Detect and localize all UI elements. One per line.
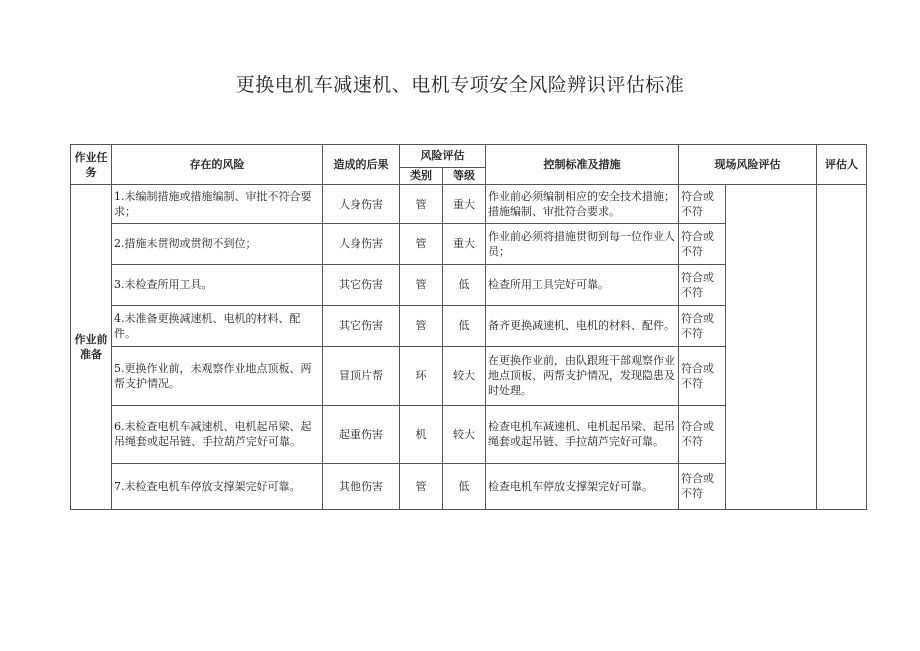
blank-cell: [726, 347, 817, 406]
eval-cell: 符合或不符: [679, 347, 726, 406]
level-cell: 低: [443, 264, 486, 305]
risk-cell: 4.未准备更换减速机、电机的材料、配件。: [112, 305, 323, 346]
level-cell: 重大: [443, 185, 486, 224]
eval-cell: 符合或不符: [679, 264, 726, 305]
table-row: [71, 463, 867, 509]
table-row: [71, 347, 867, 406]
table-row: [71, 405, 867, 463]
risk-cell: 6.未检查电机车减速机、电机起吊梁、起吊绳套或起吊链、手拉葫芦完好可靠。: [112, 405, 323, 463]
header-site-eval: 现场风险评估: [679, 145, 817, 185]
consequence-cell: 人身伤害: [323, 185, 400, 224]
level-cell: 重大: [443, 224, 486, 264]
category-cell: 管: [400, 264, 443, 305]
blank-cell: [726, 405, 817, 463]
control-cell: 作业前必须编制相应的安全技术措施；措施编制、审批符合要求。: [486, 185, 679, 224]
risk-cell: 5.更换作业前，未观察作业地点顶板、两帮支护情况。: [112, 347, 323, 406]
control-cell: 作业前必须将措施贯彻到每一位作业人员；: [486, 224, 679, 264]
control-cell: 检查电机车停放支撑架完好可靠。: [486, 463, 679, 509]
blank-cell: [726, 185, 817, 224]
risk-cell: 7.未检查电机车停放支撑架完好可靠。: [112, 463, 323, 509]
risk-cell: 1.未编制措施或措施编制、审批不符合要求；: [112, 185, 323, 224]
consequence-cell: 冒顶片帮: [323, 347, 400, 406]
header-risk: 存在的风险: [112, 145, 323, 185]
level-cell: 低: [443, 463, 486, 509]
task-cell: 作业前准备: [71, 185, 112, 510]
header-control: 控制标准及措施: [486, 145, 679, 185]
category-cell: 环: [400, 347, 443, 406]
table-row: [71, 185, 867, 224]
control-cell: 备齐更换减速机、电机的材料、配件。: [486, 305, 679, 346]
category-cell: 管: [400, 224, 443, 264]
header-level: 等级: [443, 167, 486, 185]
risk-cell: 2.措施未贯彻或贯彻不到位；: [112, 224, 323, 264]
category-cell: 管: [400, 305, 443, 346]
control-cell: 检查电机车减速机、电机起吊梁、起吊绳套或起吊链、手拉葫芦完好可靠。: [486, 405, 679, 463]
blank-cell: [726, 224, 817, 264]
header-category: 类别: [400, 167, 443, 185]
header-task: 作业任务: [71, 145, 112, 185]
consequence-cell: 其它伤害: [323, 305, 400, 346]
table-row: [71, 264, 867, 305]
table-row: [71, 224, 867, 264]
category-cell: 机: [400, 405, 443, 463]
blank-cell: [726, 463, 817, 509]
consequence-cell: 人身伤害: [323, 224, 400, 264]
header-row: [71, 145, 867, 168]
level-cell: 低: [443, 305, 486, 346]
category-cell: 管: [400, 185, 443, 224]
header-risk-eval: 风险评估: [400, 145, 486, 168]
eval-cell: 符合或不符: [679, 405, 726, 463]
page-title: 更换电机车减速机、电机专项安全风险辨识评估标准: [235, 74, 685, 96]
control-cell: 检查所用工具完好可靠。: [486, 264, 679, 305]
header-assessor: 评估人: [817, 145, 867, 185]
risk-cell: 3.未检查所用工具。: [112, 264, 323, 305]
header-consequence: 造成的后果: [323, 145, 400, 185]
blank-cell: [726, 305, 817, 346]
consequence-cell: 起重伤害: [323, 405, 400, 463]
blank-cell: [726, 264, 817, 305]
table-row: [71, 305, 867, 346]
category-cell: 管: [400, 463, 443, 509]
risk-assessment-table: [70, 144, 867, 510]
consequence-cell: 其他伤害: [323, 463, 400, 509]
eval-cell: 符合或不符: [679, 463, 726, 509]
assessor-cell: [817, 185, 867, 510]
level-cell: 较大: [443, 347, 486, 406]
eval-cell: 符合或不符: [679, 305, 726, 346]
level-cell: 较大: [443, 405, 486, 463]
eval-cell: 符合或不符: [679, 224, 726, 264]
control-cell: 在更换作业前，由队跟班干部观察作业地点顶板、两帮支护情况，发现隐患及时处理。: [486, 347, 679, 406]
consequence-cell: 其它伤害: [323, 264, 400, 305]
eval-cell: 符合或不符: [679, 185, 726, 224]
